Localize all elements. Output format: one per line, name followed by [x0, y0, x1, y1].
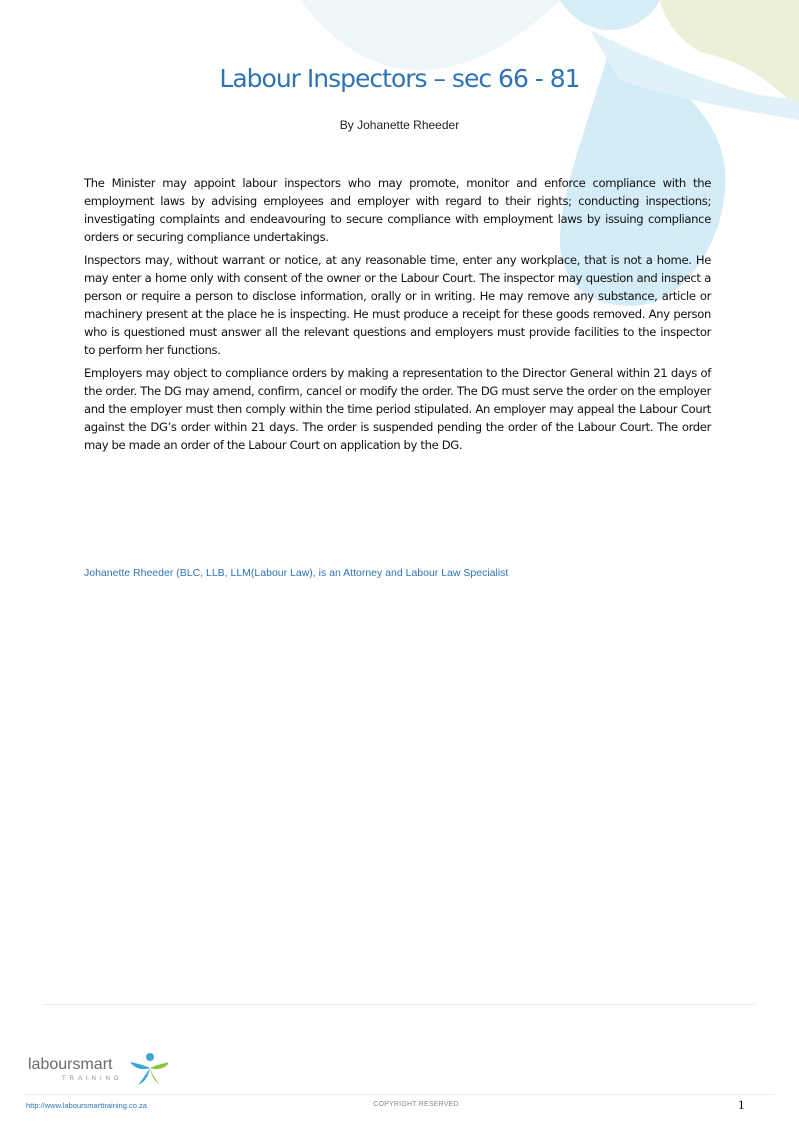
- author-bio: Johanette Rheeder (BLC, LLB, LLM(Labour Law), is an Attorney and Labour Law Specialist: [84, 567, 509, 579]
- decor-shape-left: [300, 0, 560, 70]
- document-body: [84, 174, 711, 459]
- paragraph-appointment: The Minister may appoint labour inspectors who may promote, monitor and enforce compliance with the employment laws by advising employees and employer with regard to their rights; conducting inspections; investigating complaints and endeavouring to secure compliance with employment laws by issuing compliance orders or securing compliance undertakings.: [84, 176, 711, 244]
- footer-divider-bottom: [24, 1094, 775, 1095]
- copyright-notice: COPYRIGHT RESERVED: [373, 1101, 459, 1108]
- author-byline: By Johanette Rheeder: [339, 118, 460, 132]
- footer-divider: [44, 1004, 755, 1005]
- logo-figure-icon: [122, 1052, 168, 1086]
- decor-shape-top-right: [560, 0, 660, 30]
- website-link[interactable]: http://www.laboursmarttraining.co.za: [26, 1101, 147, 1110]
- logo-wordmark: laboursmart: [28, 1056, 113, 1073]
- paragraph-objections: Employers may object to compliance orders by making a representation to the Director General within 21 days of the order. The DG may amend, confirm, cancel or modify the order. The DG must serve the order on the employer and the employer must then comply within the time period stipulated. An employer may appeal the Labour Court against the DG’s order within 21 days. The order is suspended pending the order of the Labour Court. The order may be made an order of the Labour Court on application by the DG.: [84, 366, 711, 452]
- company-logo: [28, 1052, 178, 1088]
- logo-subtext: TRAINING: [62, 1076, 123, 1082]
- page-number: 1: [738, 1097, 745, 1112]
- page-title: Labour Inspectors – sec 66 - 81: [219, 64, 580, 93]
- paragraph-inspector-powers: Inspectors may, without warrant or notice, at any reasonable time, enter any workplace, that is not a home. He may enter a home only with consent of the owner or the Labour Court. The inspector may question and inspect a person or require a person to disclose information, orally or in writing. He may remove any substance, article or machinery present at the place he is inspecting. He must produce a receipt for these goods removed. Any person who is questioned must answer all the relevant questions and employers must provide facilities to the inspector to perform her functions.: [84, 253, 711, 357]
